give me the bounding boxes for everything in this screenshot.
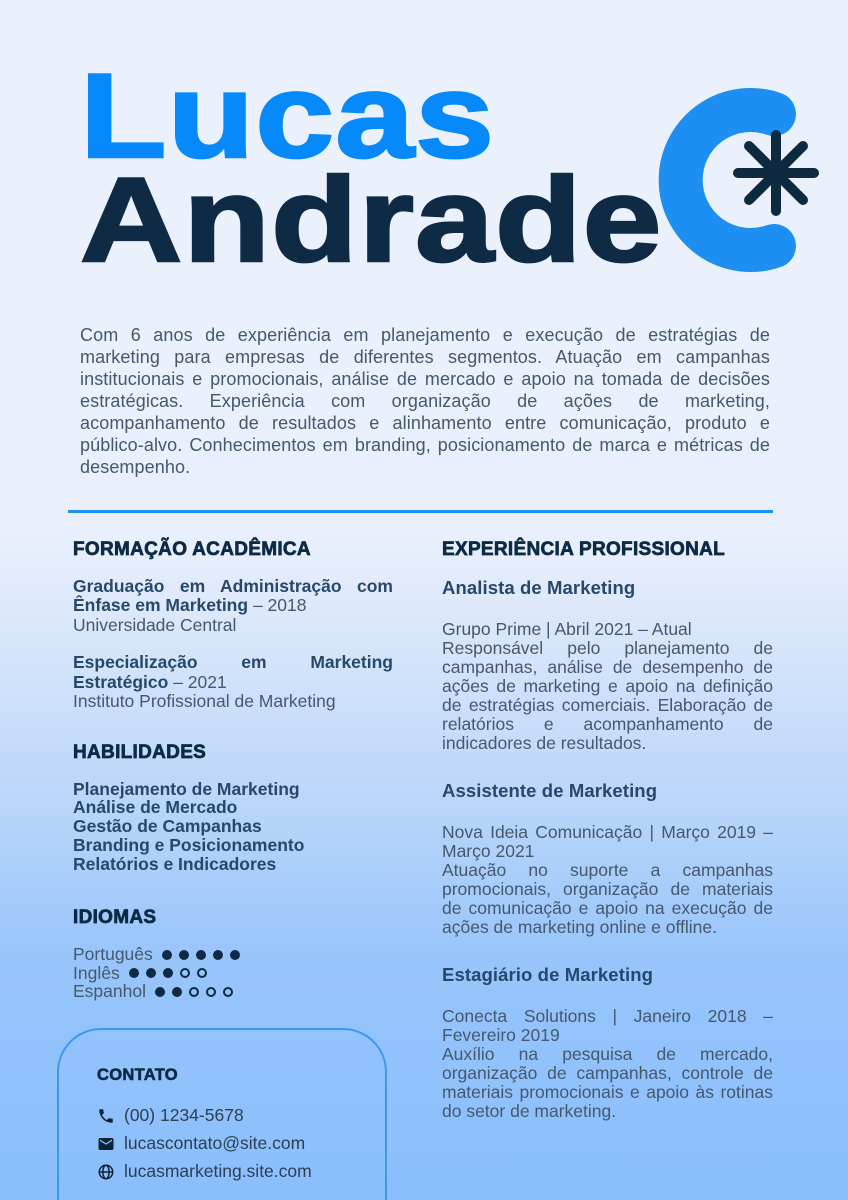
language-level-dots [162,950,240,960]
education-section [73,539,393,712]
experience-heading: EXPERIÊNCIA PROFISSIONAL [442,538,726,560]
job-entry [442,577,773,753]
education-heading: FORMAÇÃO ACADÊMICA [73,538,311,560]
languages-section [73,907,393,1001]
skill-item: Planejamento de Marketing [73,778,300,799]
degree-year: – 2018 [252,595,307,615]
job-entry [442,780,773,937]
job-entry [442,964,773,1121]
first-name: Lucas [80,49,496,183]
level-dot-filled [129,968,139,978]
right-column [442,513,773,1148]
language-level-dots [155,987,233,997]
skill-item: Relatórios e Indicadores [73,853,277,874]
level-dot-empty [180,968,190,978]
phone-icon [97,1107,115,1125]
header [0,0,848,288]
job-meta: Grupo Prime | Abril 2021 – Atual [442,618,692,639]
contact-card [57,1028,387,1200]
contact-heading: CONTATO [97,1066,178,1084]
language-name: Inglês [73,962,120,983]
level-dot-filled [155,987,165,997]
contact-phone: (00) 1234-5678 [124,1105,244,1125]
level-dot-filled [179,950,189,960]
job-role: Analista de Marketing [442,576,636,598]
contact-email: lucascontato@site.com [124,1133,306,1153]
skill-item: Gestão de Campanhas [73,816,262,837]
contact-phone-row[interactable] [97,1105,365,1126]
education-entry [73,653,393,712]
job-role: Assistente de Marketing [442,779,658,801]
level-dot-filled [162,950,172,960]
level-dot-empty [189,987,199,997]
profile-summary: Com 6 anos de experiência em planejamento e execução de estratégias de marketing para empresas de diferentes segmentos. Atuação em campanhas institucionais e promocionais, análise de mercado e apoio na tomada de decisões estratégicas. Experiência com organização de ações de marketing, acompanhamento de resultados e alinhamento entre comunicação, produto e público-alvo. Conhecimentos em branding, posicionamento de marca e métricas de desempenho. [80,325,770,477]
job-description: Responsável pelo planejamento de campanhas, análise de desempenho de ações de marketing e apoio na definição de estratégias comerciais. Elaboração de relatórios e acompanhamento de indicadores de resultados. [442,637,773,753]
level-dot-filled [213,950,223,960]
asterisk-icon [738,135,814,211]
degree-title [73,577,393,616]
level-dot-filled [172,987,182,997]
last-name: Andrade [80,153,663,288]
language-level-dots [129,968,207,978]
level-dot-empty [206,987,216,997]
globe-icon [97,1163,115,1181]
level-dot-filled [230,950,240,960]
skill-item: Análise de Mercado [73,797,238,818]
experience-section [442,539,773,1121]
job-description: Atuação no suporte a campanhas promocionais, organização de materiais de comunicação e apoio na execução de ações de marketing online e offline. [442,859,773,937]
contact-website: lucasmarketing.site.com [124,1161,312,1181]
school-name: Instituto Profissional de Marketing [73,691,336,711]
job-meta: Conecta Solutions | Janeiro 2018 – Fevereiro 2019 [442,1005,773,1045]
language-name: Português [73,944,153,965]
level-dot-filled [196,950,206,960]
level-dot-empty [197,968,207,978]
skills-section [73,742,393,874]
envelope-icon [97,1135,115,1153]
degree-name: Especialização em Marketing Estratégico [73,652,393,692]
language-row [73,964,393,983]
crescent-asterisk-graphic [646,78,824,278]
degree-year: – 2021 [173,671,227,692]
job-role: Estagiário de Marketing [442,963,653,985]
education-entry [73,577,393,636]
language-row [73,982,393,1001]
level-dot-filled [163,968,173,978]
level-dot-filled [146,968,156,978]
language-row [73,945,393,964]
skill-item: Branding e Posicionamento [73,834,305,855]
contact-website-row[interactable] [97,1161,365,1182]
school-name: Universidade Central [73,614,237,635]
degree-title [73,653,393,692]
contact-email-row[interactable] [97,1133,365,1154]
level-dot-empty [223,987,233,997]
languages-heading: IDIOMAS [73,907,157,929]
degree-name: Graduação em Administração com Ênfase em Marketing [73,575,393,615]
job-description: Auxílio na pesquisa de mercado, organização de campanhas, controle de materiais promocionais e apoio às rotinas do setor de marketing. [442,1043,773,1121]
skills-heading: HABILIDADES [73,741,207,763]
language-name: Espanhol [73,981,146,1002]
job-meta: Nova Ideia Comunicação | Março 2019 – Março 2021 [442,821,773,861]
